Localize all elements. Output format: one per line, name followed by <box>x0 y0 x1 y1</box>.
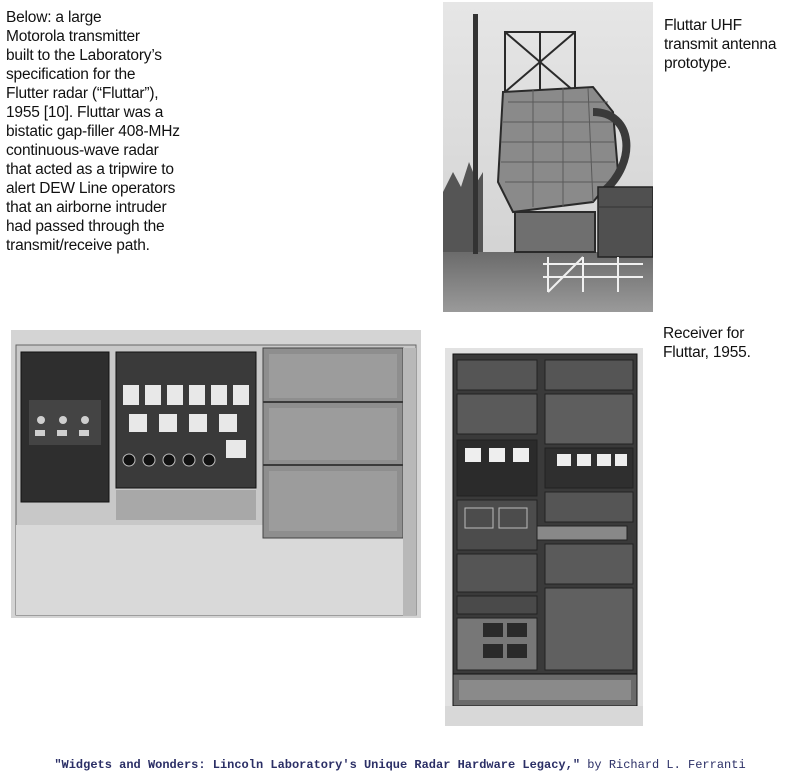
receiver-photo <box>445 348 643 726</box>
receiver-caption: Receiver for Fluttar, 1955. <box>663 325 751 361</box>
transmitter-photo <box>11 330 421 618</box>
citation-footer <box>0 758 800 772</box>
antenna-caption: Fluttar UHF transmit antenna prototype. <box>664 17 777 72</box>
citation-byline: by Richard L. Ferranti <box>580 758 746 772</box>
citation-title: "Widgets and Wonders: Lincoln Laboratory's Unique Radar Hardware Legacy," <box>54 758 581 772</box>
antenna-photo <box>443 2 653 312</box>
transmitter-caption: Below: a large Motorola transmitter built to the Laboratory’s specification for the Flutter radar (“Fluttar”), 1955 [10]. Fluttar was a bistatic gap-filler 408-MHz continuous-wave radar that acted as a tripwire to alert DEW Line operators that an airborne intruder had passed through the transmit/receive path. <box>6 9 180 254</box>
